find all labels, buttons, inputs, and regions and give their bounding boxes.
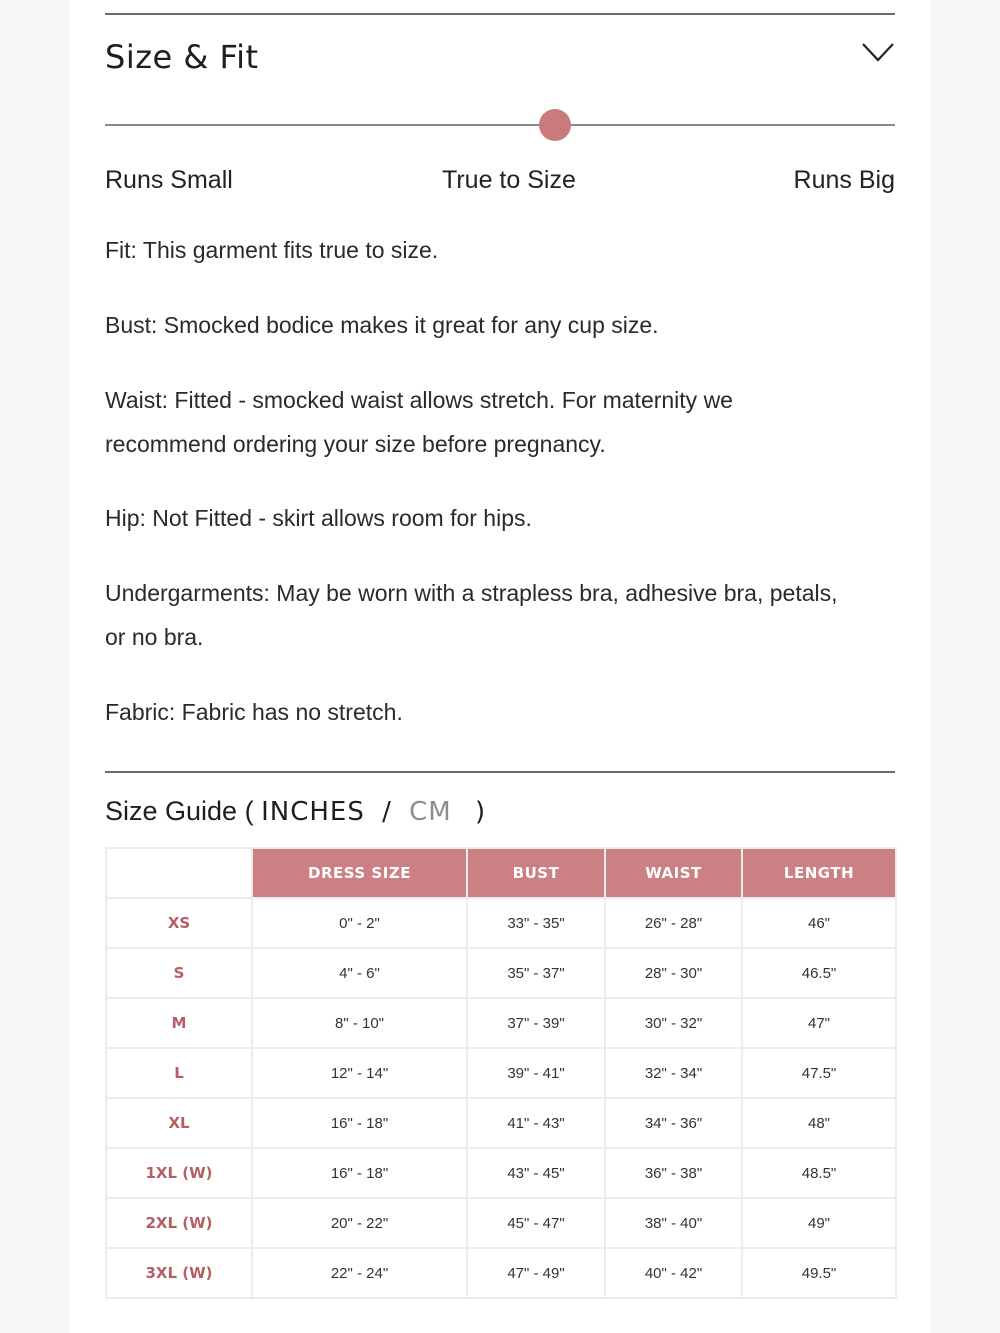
waist-cell: 32" - 34" xyxy=(605,1048,742,1098)
waist-cell: 36" - 38" xyxy=(605,1148,742,1198)
column-header-bust: BUST xyxy=(467,848,605,898)
unit-toggle-inches[interactable]: INCHES xyxy=(261,797,365,827)
bust-cell: 39" - 41" xyxy=(467,1048,605,1098)
waist-description: Waist: Fitted - smocked waist allows stretch. For maternity we recommend ordering your size before pregnancy. xyxy=(105,387,733,457)
size-guide-divider xyxy=(105,771,895,773)
section-title: Size & Fit xyxy=(105,38,259,76)
size-guide-title xyxy=(105,796,486,827)
waist-cell: 34" - 36" xyxy=(605,1098,742,1148)
length-cell: 46" xyxy=(742,898,896,948)
unit-toggle-cm[interactable]: CM xyxy=(409,797,452,827)
top-divider xyxy=(105,13,895,15)
bust-description: Bust: Smocked bodice makes it great for any cup size. xyxy=(105,312,659,338)
waist-cell: 40" - 42" xyxy=(605,1248,742,1298)
dress-size-cell: 16" - 18" xyxy=(252,1148,467,1198)
unit-close-paren: ) xyxy=(475,797,487,827)
fit-label-runs-small: Runs Small xyxy=(105,166,233,194)
unit-separator: / xyxy=(382,797,392,827)
length-cell: 48" xyxy=(742,1098,896,1148)
size-label-cell: S xyxy=(106,948,252,998)
dress-size-cell: 22" - 24" xyxy=(252,1248,467,1298)
table-row xyxy=(106,1198,896,1248)
dress-size-cell: 20" - 22" xyxy=(252,1198,467,1248)
table-row xyxy=(106,1148,896,1198)
waist-cell: 38" - 40" xyxy=(605,1198,742,1248)
bust-cell: 41" - 43" xyxy=(467,1098,605,1148)
bust-cell: 43" - 45" xyxy=(467,1148,605,1198)
column-header-waist: WAIST xyxy=(605,848,742,898)
size-guide-label: Size Guide ( xyxy=(105,796,254,826)
size-label-cell: L xyxy=(106,1048,252,1098)
bust-cell: 37" - 39" xyxy=(467,998,605,1048)
undergarments-description: Undergarments: May be worn with a strapless bra, adhesive bra, petals, or no bra. xyxy=(105,580,838,650)
table-row xyxy=(106,1048,896,1098)
hip-description: Hip: Not Fitted - skirt allows room for hips. xyxy=(105,505,532,531)
table-row xyxy=(106,1248,896,1298)
dress-size-cell: 4" - 6" xyxy=(252,948,467,998)
table-header-row xyxy=(106,848,896,898)
size-label-cell: XL xyxy=(106,1098,252,1148)
bust-cell: 45" - 47" xyxy=(467,1198,605,1248)
chevron-down-icon[interactable] xyxy=(860,40,896,64)
length-cell: 48.5" xyxy=(742,1148,896,1198)
size-label-cell: 2XL (W) xyxy=(106,1198,252,1248)
table-header-blank xyxy=(106,848,252,898)
length-cell: 46.5" xyxy=(742,948,896,998)
length-cell: 49" xyxy=(742,1198,896,1248)
length-cell: 47.5" xyxy=(742,1048,896,1098)
fit-label-true-to-size: True to Size xyxy=(442,166,576,194)
length-cell: 49.5" xyxy=(742,1248,896,1298)
bust-cell: 35" - 37" xyxy=(467,948,605,998)
fabric-description: Fabric: Fabric has no stretch. xyxy=(105,699,403,725)
column-header-dress-size: DRESS SIZE xyxy=(252,848,467,898)
fit-label-runs-big: Runs Big xyxy=(793,166,895,194)
waist-cell: 26" - 28" xyxy=(605,898,742,948)
fit-scale-indicator xyxy=(539,109,571,141)
bust-cell: 47" - 49" xyxy=(467,1248,605,1298)
waist-cell: 30" - 32" xyxy=(605,998,742,1048)
dress-size-cell: 16" - 18" xyxy=(252,1098,467,1148)
size-label-cell: XS xyxy=(106,898,252,948)
length-cell: 47" xyxy=(742,998,896,1048)
fit-scale-track xyxy=(105,124,895,126)
table-row xyxy=(106,948,896,998)
dress-size-cell: 0" - 2" xyxy=(252,898,467,948)
size-fit-panel xyxy=(70,0,930,1333)
table-row xyxy=(106,998,896,1048)
bust-cell: 33" - 35" xyxy=(467,898,605,948)
size-chart-table xyxy=(105,847,897,1299)
dress-size-cell: 8" - 10" xyxy=(252,998,467,1048)
column-header-length: LENGTH xyxy=(742,848,896,898)
fit-description: Fit: This garment fits true to size. xyxy=(105,237,439,263)
size-label-cell: M xyxy=(106,998,252,1048)
table-row xyxy=(106,898,896,948)
waist-cell: 28" - 30" xyxy=(605,948,742,998)
size-label-cell: 3XL (W) xyxy=(106,1248,252,1298)
size-label-cell: 1XL (W) xyxy=(106,1148,252,1198)
dress-size-cell: 12" - 14" xyxy=(252,1048,467,1098)
table-row xyxy=(106,1098,896,1148)
